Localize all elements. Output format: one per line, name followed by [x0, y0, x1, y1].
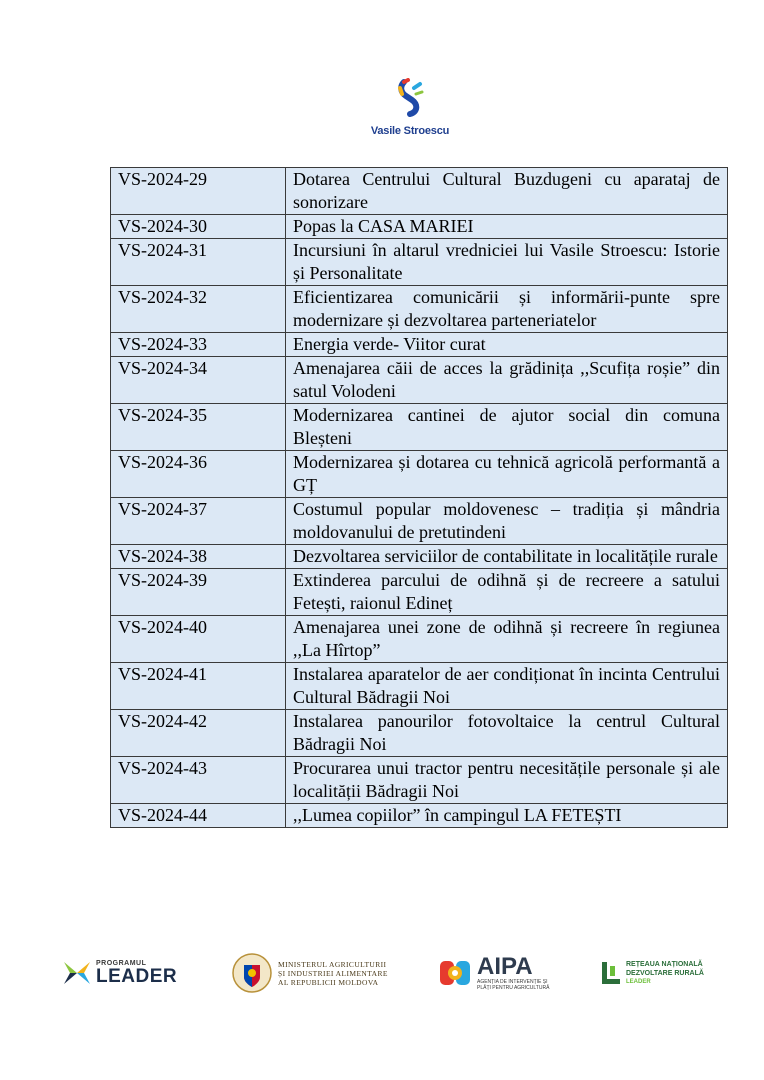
leader-wordmark: LEADER — [96, 966, 178, 987]
aipa-subtitle-2: PLĂȚI PENTRU AGRICULTURĂ — [477, 985, 550, 991]
table-row — [111, 757, 728, 804]
leader-program-logo — [60, 945, 177, 1001]
table-row — [111, 663, 728, 710]
rndr-logo — [600, 945, 704, 1001]
project-code: VS-2024-29 — [111, 168, 286, 215]
project-code: VS-2024-35 — [111, 404, 286, 451]
projects-table — [110, 167, 728, 828]
table-row — [111, 215, 728, 239]
project-code: VS-2024-44 — [111, 804, 286, 828]
project-title: Energia verde- Viitor curat — [286, 333, 728, 357]
project-title: Incursiuni în altarul vredniciei lui Vasile Stroescu: Istorie și Personalitate — [286, 239, 728, 286]
project-code: VS-2024-39 — [111, 569, 286, 616]
table-row — [111, 168, 728, 215]
project-title: Extinderea parcului de odihnă și de recreere a satului Fetești, raionul Edineț — [286, 569, 728, 616]
project-code: VS-2024-43 — [111, 757, 286, 804]
aipa-wordmark: AIPA — [477, 953, 533, 980]
ministry-logo — [232, 945, 388, 1001]
project-code: VS-2024-41 — [111, 663, 286, 710]
moldova-coat-of-arms-icon — [232, 951, 272, 995]
ministry-line-1: MINISTERUL AGRICULTURII — [278, 959, 387, 969]
project-title: Instalarea aparatelor de aer condiționat în incinta Centrului Cultural Bădragii Noi — [286, 663, 728, 710]
project-title: ,,Lumea copiilor” în campingul LA FETEȘTI — [286, 804, 728, 828]
project-code: VS-2024-36 — [111, 451, 286, 498]
rndr-line-3: LEADER — [626, 979, 651, 985]
project-title: Instalarea panourilor fotovoltaice la centrul Cultural Bădragii Noi — [286, 710, 728, 757]
table-row — [111, 616, 728, 663]
project-code: VS-2024-31 — [111, 239, 286, 286]
rndr-line-2: DEZVOLTARE RURALĂ — [626, 970, 704, 977]
leader-star-icon — [60, 956, 94, 990]
table-row — [111, 569, 728, 616]
aipa-logo — [438, 945, 549, 1001]
project-code: VS-2024-34 — [111, 357, 286, 404]
table-row — [111, 286, 728, 333]
leader-program-label: PROGRAMUL — [96, 960, 147, 967]
rndr-leaf-icon — [600, 960, 622, 986]
project-title: Modernizarea cantinei de ajutor social din comuna Bleșteni — [286, 404, 728, 451]
project-title: Popas la CASA MARIEI — [286, 215, 728, 239]
project-title: Procurarea unui tractor pentru necesitățile personale și ale localității Bădragii Noi — [286, 757, 728, 804]
table-row — [111, 498, 728, 545]
table-row — [111, 451, 728, 498]
project-title: Costumul popular moldovenesc – tradiția și mândria moldovanului de pretutindeni — [286, 498, 728, 545]
table-row — [111, 545, 728, 569]
project-title: Amenajarea unei zone de odihnă și recreere în regiunea ,,La Hîrtop” — [286, 616, 728, 663]
table-row — [111, 404, 728, 451]
project-code: VS-2024-37 — [111, 498, 286, 545]
project-code: VS-2024-40 — [111, 616, 286, 663]
project-title: Dezvoltarea serviciilor de contabilitate in localitățile rurale — [286, 545, 728, 569]
project-title: Dotarea Centrului Cultural Buzdugeni cu aparataj de sonorizare — [286, 168, 728, 215]
project-code: VS-2024-32 — [111, 286, 286, 333]
table-row — [111, 239, 728, 286]
project-title: Modernizarea și dotarea cu tehnică agricolă performantă a GȚ — [286, 451, 728, 498]
project-code: VS-2024-33 — [111, 333, 286, 357]
ministry-line-2: ȘI INDUSTRIEI ALIMENTARE — [278, 968, 388, 978]
table-row — [111, 710, 728, 757]
logo-text: Vasile Stroescu — [370, 125, 450, 137]
table-row — [111, 357, 728, 404]
table-row — [111, 333, 728, 357]
rndr-line-1: REȚEAUA NAȚIONALĂ — [626, 961, 703, 968]
aipa-subtitle-1: AGENȚIA DE INTERVENȚIE ȘI — [477, 979, 548, 985]
vasile-stroescu-logo — [360, 78, 460, 137]
ministry-line-3: AL REPUBLICII MOLDOVA — [278, 977, 379, 987]
aipa-map-icon — [438, 955, 474, 991]
project-title: Amenajarea căii de acces la grădinița ,,Scufița roșie” din satul Volodeni — [286, 357, 728, 404]
table-row — [111, 804, 728, 828]
vasile-stroescu-emblem-icon — [390, 78, 430, 118]
project-code: VS-2024-42 — [111, 710, 286, 757]
project-title: Eficientizarea comunicării și informării-punte spre modernizare și dezvoltarea parteneriatelor — [286, 286, 728, 333]
project-code: VS-2024-38 — [111, 545, 286, 569]
project-code: VS-2024-30 — [111, 215, 286, 239]
partner-logos — [0, 945, 764, 1005]
